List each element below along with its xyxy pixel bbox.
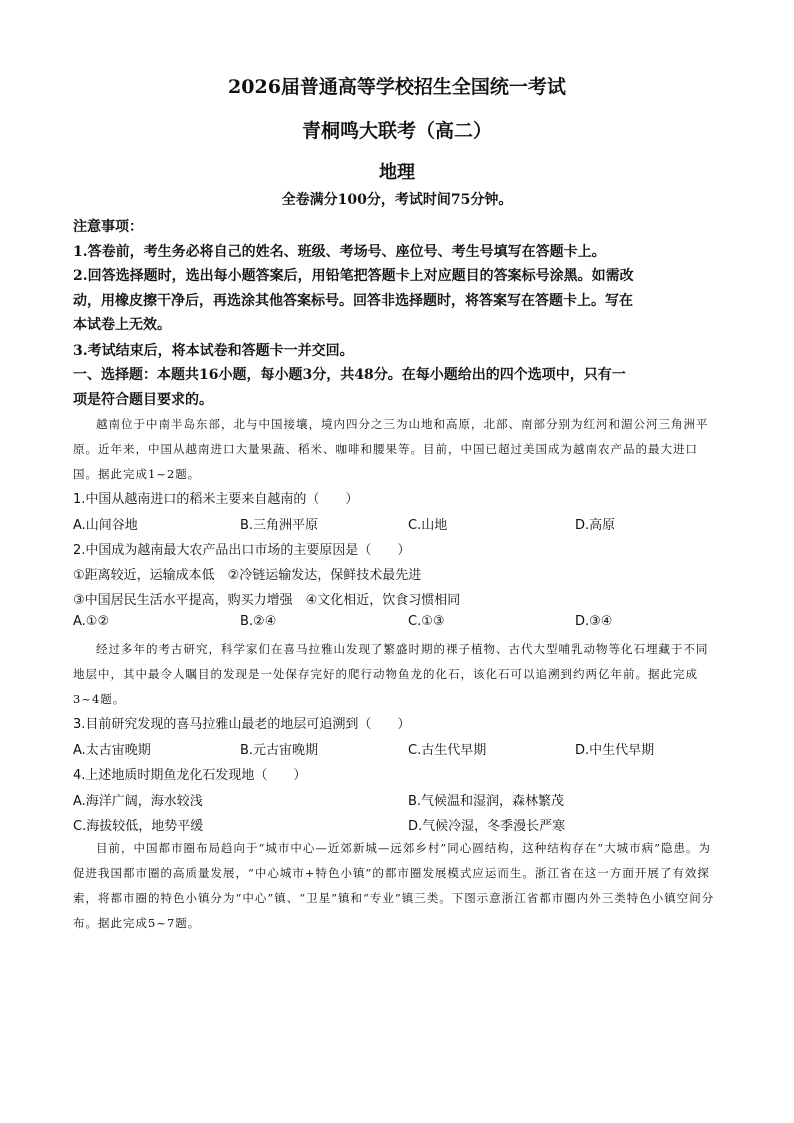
question-2-option-c[interactable]: C.①③ (408, 614, 445, 629)
question-4-option-d[interactable]: D.气候冷湿，冬季漫长严寒 (408, 819, 566, 834)
question-1-option-c[interactable]: C.山地 (408, 518, 448, 533)
question-1-option-a[interactable]: A.山间谷地 (73, 518, 138, 533)
question-4-stem: 4.上述地质时期鱼龙化石发现地（ ） (73, 768, 307, 783)
question-4-option-b[interactable]: B.气候温和湿润，森林繁茂 (408, 794, 565, 809)
exam-name: 青桐鸣大联考（高二） (301, 120, 492, 142)
passage-himalaya: 经过多年的考古研究，科学家们在喜马拉雅山发现了繁盛时期的裸子植物、古代大型哺乳动物等化石埋藏于不同地层中，其中最令人瞩目的发现是一处保存完好的爬行动物鱼龙的化石，该化石可以追溯到约两亿年前。据此完成3~4题。 (73, 642, 709, 706)
question-2-option-b[interactable]: B.②④ (240, 614, 277, 629)
question-3-option-b[interactable]: B.元古宙晚期 (240, 743, 319, 758)
question-4-option-c[interactable]: C.海拔较低，地势平缓 (73, 819, 204, 834)
notice-heading: 注意事项： (73, 219, 143, 235)
notice-item-2-line-1: 2.回答选择题时，选出每小题答案后，用铅笔把答题卡上对应题目的答案标号涂黑。如需改 (73, 268, 634, 284)
exam-title: 2026届普通高等学校招生全国统一考试 (228, 76, 566, 98)
question-2-option-d[interactable]: D.③④ (575, 614, 613, 629)
section-heading-line-2: 项是符合题目要求的。 (73, 392, 213, 408)
section-heading-line-1: 一、选择题：本题共16小题，每小题3分，共48分。在每小题给出的四个选项中，只有一 (73, 367, 626, 383)
question-1-stem: 1.中国从越南进口的稻米主要来自越南的（ ） (73, 492, 359, 507)
question-2-reasons-line-2: ③中国居民生活水平提高，购买力增强 ④文化相近，饮食习惯相同 (73, 593, 461, 608)
question-2-reasons-line-1: ①距离较近，运输成本低 ②冷链运输发达，保鲜技术最先进 (73, 568, 422, 583)
notice-item-2-line-2: 动，用橡皮擦干净后，再选涂其他答案标号。回答非选择题时，将答案写在答题卡上。写在 (73, 293, 633, 309)
question-2-stem: 2.中国成为越南最大农产品出口市场的主要原因是（ ） (73, 543, 411, 558)
question-3-option-d[interactable]: D.中生代早期 (575, 743, 655, 758)
subject-title: 地理 (379, 162, 415, 183)
question-2-option-a[interactable]: A.①② (73, 614, 110, 629)
question-1-option-d[interactable]: D.高原 (575, 518, 616, 533)
question-4-option-a[interactable]: A.海洋广阔，海水较浅 (73, 794, 203, 809)
notice-item-2-line-3: 本试卷上无效。 (73, 317, 171, 333)
notice-item-3: 3.考试结束后，将本试卷和答题卡一并交回。 (73, 343, 354, 359)
passage-vietnam: 越南位于中南半岛东部，北与中国接壤，境内四分之三为山地和高原，北部、南部分别为红河和湄公河三角洲平原。近年来，中国从越南进口大量果蔬、稻米、咖啡和腰果等。目前，中国已超过美国成为越南农产品的最大进口国。据此完成1~2题。 (73, 417, 709, 481)
question-1-option-b[interactable]: B.三角洲平原 (240, 518, 319, 533)
question-3-stem: 3.目前研究发现的喜马拉雅山最老的地层可追溯到（ ） (73, 717, 411, 732)
question-3-option-c[interactable]: C.古生代早期 (408, 743, 487, 758)
passage-zhejiang-towns: 目前，中国都市圈布局趋向于“城市中心—近郊新城—远郊乡村”同心圆结构，这种结构存在“大城市病”隐患。为促进我国都市圈的高质量发展，“中心城市+特色小镇”的都市圈发展模式应运而生。浙江省在这一方面开展了有效探索，将都市圈的特色小镇分为“中心”镇、“卫星”镇和“专业”镇三类。下图示意浙江省都市圈内外三类特色小镇空间分布。据此完成5~7题。 (73, 841, 715, 930)
score-info: 全卷满分100分，考试时间75分钟。 (281, 192, 513, 208)
question-3-option-a[interactable]: A.太古宙晚期 (73, 743, 151, 758)
notice-item-1: 1.答卷前，考生务必将自己的姓名、班级、考场号、座位号、考生号填写在答题卡上。 (73, 244, 606, 260)
